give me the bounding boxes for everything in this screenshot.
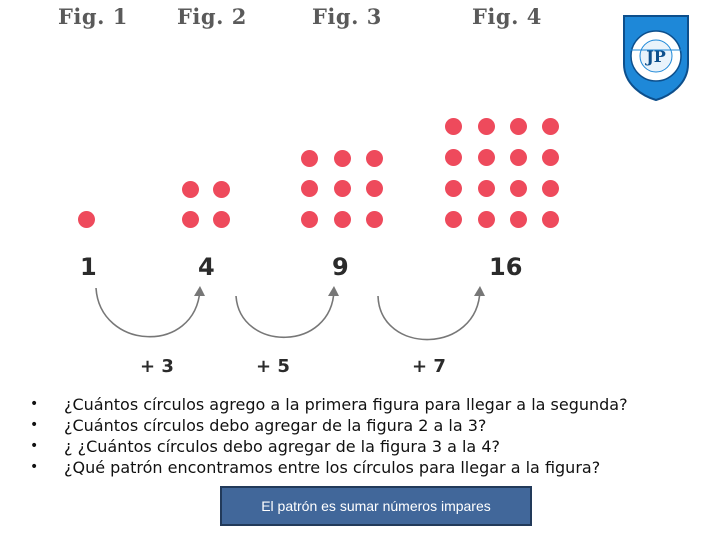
- question-text: ¿Cuántos círculos agrego a la primera figura para llegar a la segunda?: [64, 395, 628, 414]
- svg-text:JP: JP: [646, 47, 666, 66]
- increment-3: + 7: [412, 356, 446, 377]
- count-fig-4: 16: [489, 253, 523, 281]
- answer-box: [220, 486, 532, 526]
- list-item: [26, 457, 628, 478]
- list-item: [26, 415, 628, 436]
- fig-4-label: Fig. 4: [472, 4, 542, 29]
- increment-2: + 5: [256, 356, 290, 377]
- count-fig-1: 1: [80, 253, 97, 281]
- arrow-head: [328, 286, 339, 296]
- fig-1-label: Fig. 1: [58, 4, 128, 29]
- arrow-head: [194, 286, 205, 296]
- increment-1: + 3: [140, 356, 174, 377]
- question-list: [26, 394, 628, 478]
- count-fig-2: 4: [198, 253, 215, 281]
- arrow-1-to-2: [96, 288, 200, 337]
- bullet-icon: •: [30, 396, 39, 412]
- question-text: ¿Qué patrón encontramos entre los círculos para llegar a la figura?: [64, 458, 601, 477]
- fig-3-label: Fig. 3: [312, 4, 382, 29]
- arrow-head: [474, 286, 485, 296]
- count-fig-3: 9: [332, 253, 349, 281]
- bullet-icon: •: [30, 438, 39, 454]
- arrow-2-to-3: [236, 290, 334, 337]
- arrow-3-to-4: [378, 290, 480, 340]
- list-item: [26, 436, 628, 457]
- answer-text: El patrón es sumar números impares: [261, 498, 491, 514]
- bullet-icon: •: [30, 417, 39, 433]
- question-text: ¿ ¿Cuántos círculos debo agregar de la figura 3 a la 4?: [64, 437, 500, 456]
- school-logo: [620, 10, 692, 102]
- fig-2-label: Fig. 2: [177, 4, 247, 29]
- list-item: [26, 394, 628, 415]
- question-text: ¿Cuántos círculos debo agregar de la figura 2 a la 3?: [64, 416, 487, 435]
- bullet-icon: •: [30, 459, 39, 475]
